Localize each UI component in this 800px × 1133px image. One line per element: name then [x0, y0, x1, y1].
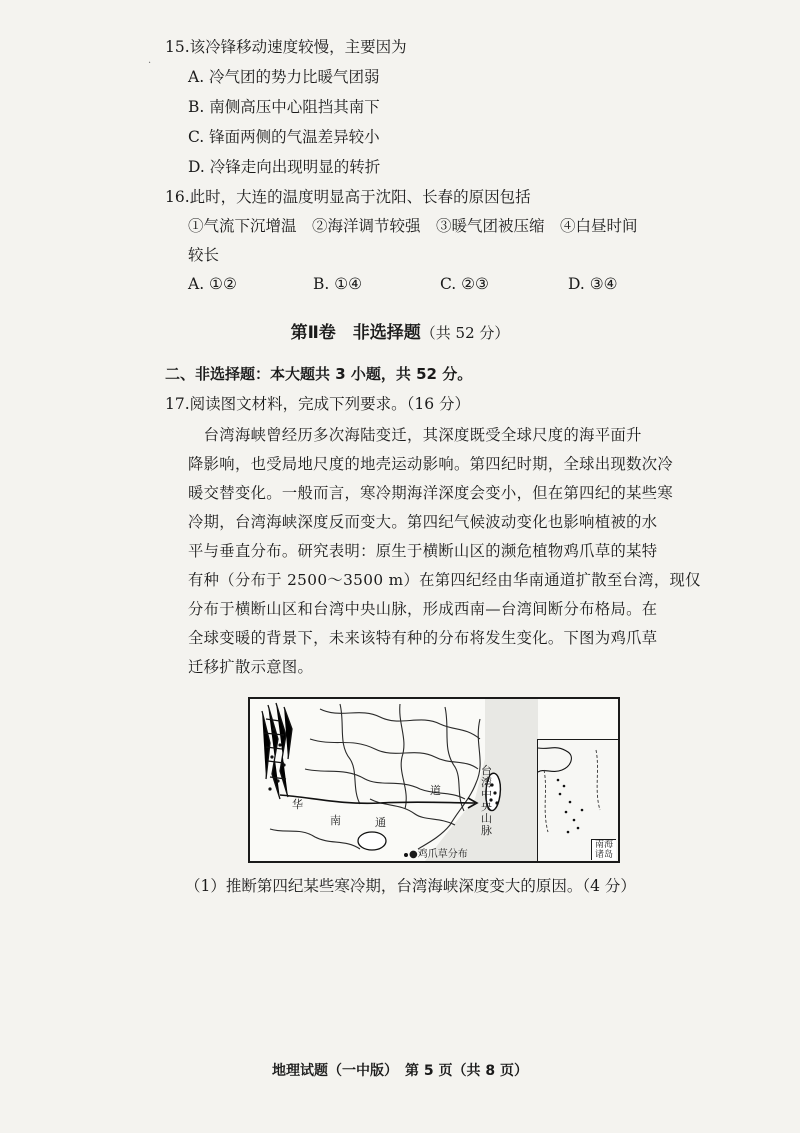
q15-option-c: C. 锋面两侧的气温差异较小 [188, 128, 380, 146]
part2-header: 二、非选择题：本大题共 3 小题，共 52 分。 [165, 365, 473, 383]
map-label-zhong: 中 [481, 788, 492, 801]
q16-option-a: A. ①② [188, 275, 237, 293]
q17-paragraph-line: 有种（分布于 2500～3500 m）在第四纪经由华南通道扩散至台湾，现仅 [188, 571, 701, 589]
map-label-yang: 央 [481, 800, 492, 813]
q16-option-c: C. ②③ [440, 275, 489, 293]
south-china-sea-inset [537, 739, 618, 862]
migration-route [280, 795, 477, 808]
migration-map [248, 697, 620, 863]
map-label-tong: 通 [375, 816, 386, 829]
q15-option-a: A. 冷气团的势力比暖气团弱 [188, 68, 380, 86]
q16-option-d: D. ③④ [568, 275, 618, 293]
q17-sub1: （1）推断第四纪某些寒冷期，台湾海峡深度变大的原因。（4 分） [185, 877, 636, 895]
page-footer: 地理试题（一中版） 第 5 页（共 8 页） [272, 1063, 528, 1079]
hainan-island [358, 832, 386, 850]
q17-paragraph-line: 平与垂直分布。研究表明：原生于横断山区的濒危植物鸡爪草的某特 [188, 542, 658, 560]
q17-paragraph-line: 迁移扩散示意图。 [188, 658, 314, 676]
q17-paragraph-line: 暖交替变化。一般而言，寒冷期海洋深度会变小，但在第四纪的某些寒 [188, 484, 674, 502]
map-label-nan: 南 [330, 814, 341, 827]
q17-paragraph-line: 冷期，台湾海峡深度反而变大。第四纪气候波动变化也影响植被的水 [188, 513, 658, 531]
map-label-mai: 脉 [481, 824, 492, 837]
section-title [0, 318, 800, 343]
q16-items-line2: 较长 [188, 246, 220, 264]
q16-stem: 16.此时，大连的温度明显高于沈阳、长春的原因包括 [165, 188, 531, 206]
q17-stem: 17.阅读图文材料，完成下列要求。（16 分） [165, 395, 471, 413]
q17-paragraph-line: 降影响，也受局地尺度的地壳运动影响。第四纪时期，全球出现数次冷 [188, 455, 674, 473]
map-label-wan: 湾 [481, 776, 492, 789]
q17-paragraph-line: 全球变暖的背景下，未来该特有种的分布将发生变化。下图为鸡爪草 [188, 629, 658, 647]
map-label-dao: 道 [430, 784, 441, 797]
q17-paragraph-line: 台湾海峡曾经历多次海陆变迁，其深度既受全球尺度的海平面升 [188, 426, 642, 444]
map-label-tai: 台 [481, 764, 492, 777]
map-legend: ●鸡爪草分布 [409, 849, 468, 860]
section-score: （共 52 分） [420, 324, 510, 342]
inset-label: 南海诸岛 [591, 839, 616, 860]
q15-option-b: B. 南侧高压中心阻挡其南下 [188, 98, 380, 116]
q15-stem: 15.该冷锋移动速度较慢，主要因为 [165, 38, 407, 56]
hengduan-mountains [262, 703, 292, 799]
map-label-hua: 华 [292, 798, 303, 811]
q16-option-b: B. ①④ [313, 275, 363, 293]
q15-option-d: D. 冷锋走向出现明显的转折 [188, 158, 381, 176]
map-label-shan: 山 [481, 812, 492, 825]
section-title-text: 第Ⅱ卷 非选择题 [290, 323, 421, 343]
q16-items-line1: ①气流下沉增温 ②海洋调节较强 ③暖气团被压缩 ④白昼时间 [188, 217, 638, 235]
stray-mark: · [148, 58, 152, 69]
q17-paragraph-line: 分布于横断山区和台湾中央山脉，形成西南—台湾间断分布格局。在 [188, 600, 658, 618]
